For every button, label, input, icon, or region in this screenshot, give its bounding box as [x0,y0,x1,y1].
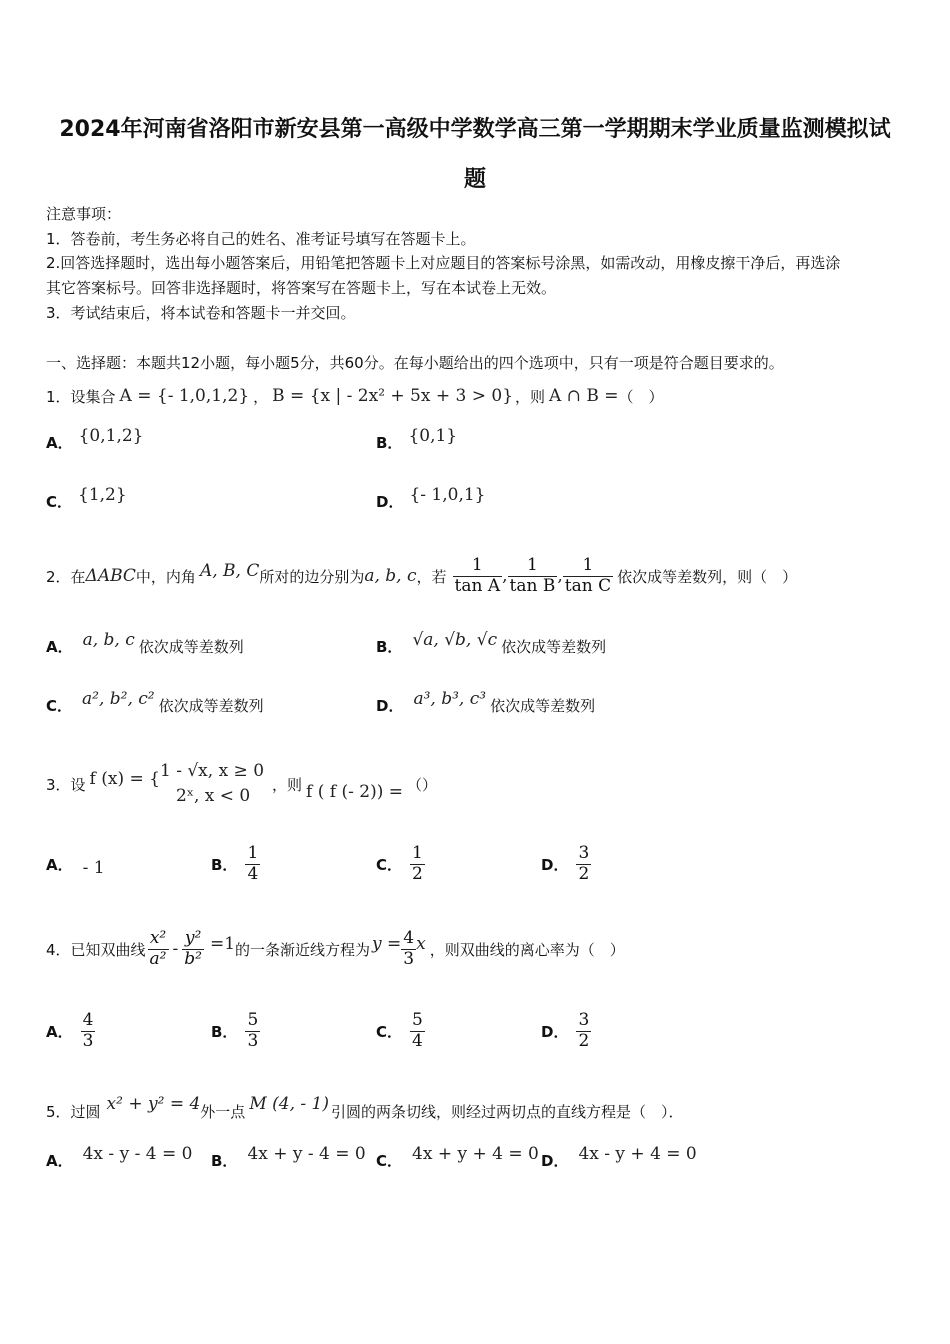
sides: a, b, c [364,566,417,586]
option-b [211,840,260,888]
question-number: 2．在 [46,567,86,586]
piecewise-cases [160,759,264,810]
option-d [376,688,596,716]
option-math: 4x - y + 4 = 0 [578,1143,697,1164]
intersection-expr: A ∩ B = [549,386,619,406]
option-c [46,688,264,716]
asymptote-lhs: y = [372,934,402,954]
option-label: A． [46,1022,73,1041]
option-label: D． [541,1022,569,1041]
option-a [46,1143,193,1171]
option-fraction: $\frac{5}{3}$ [247,1009,259,1051]
fraction-four-thirds: $\frac{4}{3}$ [403,927,415,969]
option-b [376,425,458,453]
option-text: 依次成等差数列 [158,697,264,715]
option-a [46,629,244,657]
notice-item: 1．答卷前，考生务必将自己的姓名、准考证号填写在答题卡上。 [46,230,476,248]
option-text: 依次成等差数列 [490,697,596,715]
option-fraction: $\frac{1}{4}$ [247,842,259,884]
option-b [211,1007,260,1055]
option-math: 4x + y + 4 = 0 [412,1143,539,1164]
option-label: D． [376,697,404,715]
separator: ， [253,387,269,406]
notice-item: 其它答案标号。回答非选择题时，将答案写在答题卡上，写在本试卷上无效。 [46,279,557,297]
question-text: 依次成等差数列，则（ ） [617,567,798,586]
option-math: {1,2} [78,484,127,505]
option-label: B． [376,638,403,656]
question-text: 的一条渐近线方程为 [235,940,371,959]
option-math: a, b, c [82,629,135,650]
option-fraction: $\frac{1}{2}$ [412,842,423,884]
case-1: 1 - √x, x ≥ 0 [159,760,265,781]
question-number: 4．已知双曲线 [46,940,146,959]
option-math: √a, √b, √c [412,629,498,650]
option-label: D． [376,493,404,511]
option-label: D． [541,855,569,874]
option-text: 依次成等差数列 [138,638,244,656]
question-text: ，则 [272,775,303,794]
question-number: 5．过圆 [46,1102,101,1121]
fraction-y2-b2: $\frac{\text{y²}}{\text{b²}}$ [184,927,202,969]
section-heading: 一、选择题：本题共12小题，每小题5分，共60分。在每小题给出的四个选项中，只有一项是符合题目要求的。 [46,354,784,372]
triangle: ΔABC [85,566,136,586]
question-4 [46,924,625,974]
option-b [211,1143,366,1171]
question-text: ，则双曲线的离心率为（ ） [429,940,625,959]
option-label: A． [46,434,73,452]
option-label: C． [376,1022,403,1041]
option-math: {0,1} [408,425,458,446]
point-m: M (4, - 1) [249,1094,329,1114]
option-math: - 1 [82,858,105,878]
angles: A, B, C [199,561,260,581]
option-label: D． [541,1152,569,1170]
equals-one: =1 [209,934,236,954]
option-text: 依次成等差数列 [501,638,607,656]
option-label: B． [211,1152,238,1170]
function-def: f (x) = { [89,769,160,789]
option-math: {0,1,2} [78,425,144,446]
separator: , [502,566,508,586]
option-math: a³, b³, c³ [413,688,487,709]
option-a [46,840,105,888]
option-fraction: $\frac{4}{3}$ [82,1009,94,1051]
case-2: 2ˣ, x < 0 [175,786,251,806]
option-a [46,425,144,453]
fraction-tan-a: $\frac{1}{\text{tan A}}$ [454,554,501,596]
option-math: 4x + y - 4 = 0 [247,1143,366,1164]
set-b: B = {x | - 2x² + 5x + 3 > 0} [272,386,514,406]
option-d [376,484,486,512]
option-c [376,840,425,888]
option-d [541,840,591,888]
circle-eq: x² + y² = 4 [106,1094,201,1114]
question-3 [46,756,437,812]
answer-paren: （ ） [618,387,664,406]
set-a: A = {- 1,0,1,2} [119,386,250,406]
option-fraction: $\frac{5}{4}$ [412,1009,423,1051]
notice-item: 3．考试结束后，将本试卷和答题卡一并交回。 [46,304,356,322]
question-text: 所对的边分别为 [259,567,365,586]
option-a [46,1007,95,1055]
option-label: C． [46,493,73,511]
option-label: A． [46,638,73,656]
option-c [376,1143,539,1171]
question-2 [46,552,797,600]
answer-paren: （） [406,775,437,794]
question-1 [46,378,664,414]
notice-item: 2.回答选择题时，选出每小题答案后，用铅笔把答题卡上对应题目的答案标号涂黑，如需改动，用橡皮擦干净后，再选涂 [46,254,841,272]
question-text: 中，内角 [135,567,196,586]
option-label: B． [211,855,238,874]
separator: , [557,566,563,586]
option-label: A． [46,1152,73,1170]
question-text: ，则 [515,387,546,406]
option-label: C． [376,1152,403,1170]
option-math: a², b², c² [82,688,155,709]
option-fraction: $\frac{3}{2}$ [578,1009,590,1051]
question-number: 1．设集合 [46,387,116,406]
question-5 [46,1093,684,1129]
option-c [376,1007,425,1055]
page-title: 2024年河南省洛阳市新安县第一高级中学数学高三第一学期期末学业质量监测模拟试 [59,117,891,142]
option-label: A． [46,855,73,874]
question-number: 3．设 [46,775,86,794]
option-c [46,484,127,512]
question-text: 外一点 [200,1102,246,1121]
x-variable: x [416,934,426,954]
option-b [376,629,607,657]
option-label: B． [376,434,403,452]
option-label: B． [211,1022,238,1041]
fraction-tan-b: $\frac{1}{\text{tan B}}$ [509,554,556,596]
composite-expr: f ( f (- 2)) = [306,782,403,802]
option-math: 4x - y - 4 = 0 [82,1143,193,1164]
question-text: 引圆的两条切线，则经过两切点的直线方程是（ ）． [330,1102,684,1121]
option-math: {- 1,0,1} [409,484,486,505]
minus-sign: - [172,939,179,959]
notice-heading: 注意事项： [46,205,122,223]
page-title-cont: 题 [463,167,486,192]
option-label: C． [46,697,73,715]
option-d [541,1007,591,1055]
option-fraction: $\frac{3}{2}$ [578,842,590,884]
fraction-x2-a2: $\frac{\text{x²}}{\text{a²}}$ [149,927,167,969]
question-text: ，若 [416,567,447,586]
option-d [541,1143,697,1171]
fraction-tan-c: $\frac{1}{\text{tan C}}$ [564,554,612,596]
option-label: C． [376,855,403,874]
